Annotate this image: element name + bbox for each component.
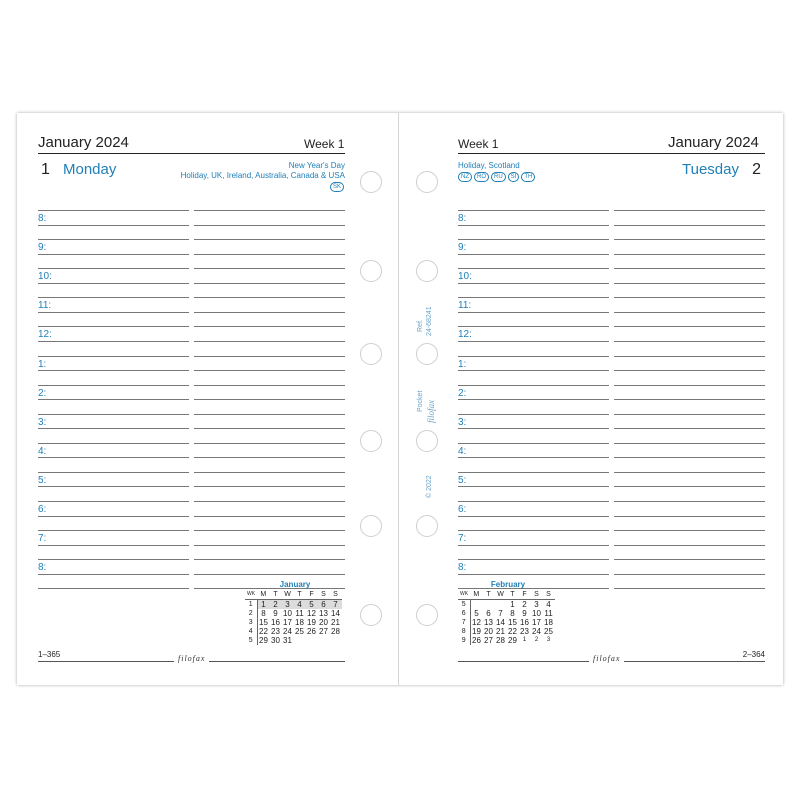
calendar-day[interactable]: 21 — [496, 627, 505, 636]
notes-line[interactable] — [614, 472, 765, 473]
schedule-line[interactable] — [38, 297, 189, 298]
punch-hole — [416, 604, 438, 626]
punch-hole — [416, 171, 438, 193]
notes-line[interactable] — [614, 312, 765, 313]
calendar-day[interactable]: 8 — [510, 609, 515, 618]
holiday-badges — [330, 182, 344, 192]
calendar-week-number: 7 — [458, 618, 470, 627]
notes-line[interactable] — [194, 457, 345, 458]
country-badge: TH — [521, 172, 535, 182]
hour-label: 1: — [38, 358, 47, 370]
calendar-day[interactable]: 27 — [319, 627, 328, 636]
calendar-week-number: 4 — [245, 627, 257, 636]
schedule-line[interactable] — [458, 399, 609, 400]
notes-line[interactable] — [614, 326, 765, 327]
hour-label: 12: — [38, 329, 52, 341]
notes-line[interactable] — [614, 297, 765, 298]
notes-line[interactable] — [194, 428, 345, 429]
schedule-line[interactable] — [458, 414, 609, 415]
schedule-line[interactable] — [38, 326, 189, 327]
ref-label: Ref. — [417, 319, 424, 332]
calendar-week-row — [458, 618, 555, 627]
calendar-day[interactable]: 21 — [331, 618, 340, 627]
notes-line[interactable] — [194, 472, 345, 473]
schedule-line[interactable] — [458, 472, 609, 473]
notes-line[interactable] — [614, 516, 765, 517]
country-badge: NZ — [458, 172, 472, 182]
calendar-week-row — [245, 636, 342, 645]
notes-line[interactable] — [194, 545, 345, 546]
calendar-day[interactable]: 14 — [496, 618, 505, 627]
calendar-week-number: 6 — [458, 609, 470, 618]
calendar-day[interactable]: 23 — [271, 627, 280, 636]
gutter-brand: filofax — [426, 400, 436, 423]
month-title: January 2024 — [668, 134, 759, 151]
holiday-title: New Year's Day — [288, 161, 345, 170]
calendar-weekday-header: S — [318, 590, 330, 600]
calendar-day[interactable]: 22 — [508, 627, 517, 636]
calendar-day[interactable] — [483, 600, 495, 610]
hour-label: 3: — [38, 416, 47, 428]
calendar-day[interactable]: 1 — [522, 637, 527, 643]
punch-hole — [416, 343, 438, 365]
notes-line[interactable] — [614, 283, 765, 284]
schedule-line[interactable] — [38, 370, 189, 371]
header-rule — [458, 153, 765, 154]
notes-line[interactable] — [194, 516, 345, 517]
calendar-week-row — [245, 609, 342, 618]
left-page — [17, 113, 398, 685]
calendar-week-number: 3 — [245, 618, 257, 627]
schedule-line[interactable] — [38, 239, 189, 240]
schedule-line[interactable] — [458, 516, 609, 517]
hour-label: 12: — [458, 329, 472, 341]
notes-line[interactable] — [614, 545, 765, 546]
calendar-weekday-header: S — [330, 590, 342, 600]
calendar-week-number: 9 — [458, 636, 470, 645]
notes-line[interactable] — [614, 225, 765, 226]
day-name: Tuesday — [682, 161, 739, 178]
notes-line[interactable] — [194, 486, 345, 487]
brand-logo: filofax — [589, 654, 624, 663]
calendar-day[interactable] — [495, 600, 507, 610]
schedule-line[interactable] — [38, 443, 189, 444]
holiday-regions: Holiday, UK, Ireland, Australia, Canada & USA — [180, 171, 345, 180]
punch-hole — [416, 515, 438, 537]
calendar-day[interactable]: 18 — [295, 618, 304, 627]
day-number: 2 — [752, 161, 761, 178]
calendar-day[interactable]: 16 — [520, 618, 529, 627]
calendar-day[interactable]: 2 — [522, 600, 527, 609]
calendar-day[interactable]: 26 — [472, 636, 481, 645]
schedule-line[interactable] — [38, 254, 189, 255]
schedule-line[interactable] — [38, 399, 189, 400]
punch-hole — [360, 515, 382, 537]
calendar-day[interactable]: 20 — [319, 618, 328, 627]
calendar-day[interactable]: 17 — [283, 618, 292, 627]
calendar-day[interactable]: 30 — [271, 636, 280, 645]
country-badge: SI — [508, 172, 520, 182]
schedule-line[interactable] — [458, 486, 609, 487]
holiday-title: Holiday, Scotland — [458, 161, 520, 170]
notes-line[interactable] — [194, 326, 345, 327]
calendar-weekday-header: T — [294, 590, 306, 600]
punch-hole — [360, 343, 382, 365]
schedule-line[interactable] — [38, 210, 189, 211]
punch-hole — [360, 171, 382, 193]
mini-calendar-title: January — [279, 580, 311, 589]
schedule-line[interactable] — [458, 501, 609, 502]
schedule-line[interactable] — [458, 268, 609, 269]
calendar-day[interactable]: 13 — [319, 609, 328, 618]
notes-line[interactable] — [194, 297, 345, 298]
calendar-day[interactable]: 19 — [307, 618, 316, 627]
calendar-day[interactable]: 7 — [330, 600, 342, 610]
notes-line[interactable] — [614, 501, 765, 502]
schedule-line[interactable] — [38, 486, 189, 487]
calendar-week-number: 1 — [245, 600, 257, 610]
hour-label: 10: — [458, 271, 472, 283]
schedule-line[interactable] — [38, 312, 189, 313]
calendar-day[interactable]: 8 — [261, 609, 266, 618]
schedule-line[interactable] — [458, 428, 609, 429]
calendar-weekday-header: F — [306, 590, 318, 600]
calendar-weekday-header: M — [257, 590, 270, 600]
mini-calendar — [458, 590, 555, 645]
day-name: Monday — [63, 161, 117, 178]
header-rule — [38, 153, 345, 154]
calendar-week-number: 8 — [458, 627, 470, 636]
hour-label: 11: — [38, 300, 52, 312]
calendar-weekday-header: T — [507, 590, 519, 600]
calendar-day[interactable]: 31 — [283, 636, 292, 645]
schedule-line[interactable] — [38, 283, 189, 284]
notes-line[interactable] — [194, 210, 345, 211]
notes-line[interactable] — [194, 239, 345, 240]
calendar-weekday-header: W — [282, 590, 294, 600]
calendar-day[interactable] — [330, 636, 342, 645]
notes-line[interactable] — [614, 443, 765, 444]
notes-line[interactable] — [614, 414, 765, 415]
schedule-line[interactable] — [458, 559, 609, 560]
month-title: January 2024 — [38, 134, 129, 151]
copyright: © 2022 — [426, 475, 433, 498]
calendar-day[interactable]: 2 — [270, 600, 282, 610]
calendar-day[interactable]: 19 — [472, 627, 481, 636]
calendar-week-number: 2 — [245, 609, 257, 618]
mini-calendar-title: February — [490, 580, 526, 589]
punch-hole — [360, 430, 382, 452]
notes-line[interactable] — [614, 254, 765, 255]
calendar-day[interactable] — [470, 600, 483, 610]
brand-logo: filofax — [174, 654, 209, 663]
notes-line[interactable] — [614, 385, 765, 386]
notes-line[interactable] — [194, 312, 345, 313]
notes-line[interactable] — [194, 399, 345, 400]
calendar-weekday-header: S — [543, 590, 555, 600]
calendar-day[interactable]: 1 — [257, 600, 270, 610]
calendar-day[interactable]: 3 — [282, 600, 294, 610]
calendar-day[interactable]: 3 — [534, 600, 539, 609]
schedule-line[interactable] — [38, 501, 189, 502]
notes-line[interactable] — [614, 428, 765, 429]
mini-calendar — [245, 590, 342, 645]
right-page — [399, 113, 783, 685]
schedule-line[interactable] — [458, 385, 609, 386]
calendar-week-row — [245, 600, 342, 610]
hour-label: 3: — [458, 416, 467, 428]
hour-label: 2: — [38, 387, 47, 399]
calendar-day[interactable]: 16 — [271, 618, 280, 627]
schedule-line[interactable] — [458, 530, 609, 531]
schedule-line[interactable] — [38, 545, 189, 546]
hour-label: 9: — [458, 242, 467, 254]
calendar-day[interactable]: 6 — [318, 600, 330, 610]
calendar-day[interactable]: 10 — [283, 609, 292, 618]
punch-hole — [416, 430, 438, 452]
calendar-day[interactable]: 15 — [508, 618, 517, 627]
calendar-day[interactable]: 13 — [484, 618, 493, 627]
schedule-line[interactable] — [38, 472, 189, 473]
schedule-line[interactable] — [38, 414, 189, 415]
calendar-day[interactable]: 3 — [546, 637, 551, 643]
calendar-week-row — [245, 627, 342, 636]
schedule-line[interactable] — [458, 545, 609, 546]
calendar-day[interactable]: 4 — [546, 600, 551, 609]
notes-line[interactable] — [614, 370, 765, 371]
calendar-day[interactable]: 22 — [259, 627, 268, 636]
notes-line[interactable] — [194, 501, 345, 502]
notes-line[interactable] — [194, 283, 345, 284]
schedule-line[interactable] — [38, 457, 189, 458]
week-label: Week 1 — [458, 137, 499, 151]
hour-label: 2: — [458, 387, 467, 399]
notes-line[interactable] — [614, 486, 765, 487]
notes-line[interactable] — [614, 239, 765, 240]
calendar-day[interactable] — [294, 636, 306, 645]
hour-label: 4: — [38, 445, 47, 457]
schedule-line[interactable] — [458, 341, 609, 342]
calendar-day[interactable]: 28 — [331, 627, 340, 636]
ref-code: 24-68241 — [426, 306, 433, 336]
calendar-weekday-header: F — [519, 590, 531, 600]
page-number: 1–365 — [38, 650, 61, 659]
calendar-day[interactable]: 14 — [331, 609, 340, 618]
hour-label: 6: — [458, 504, 467, 515]
calendar-day[interactable]: 25 — [295, 627, 304, 636]
calendar-week-number: 5 — [458, 600, 470, 610]
calendar-week-header: WK — [245, 590, 257, 600]
schedule-line[interactable] — [458, 297, 609, 298]
size-label: Pocket — [417, 390, 424, 412]
hour-label: 8: — [38, 213, 47, 224]
calendar-weekday-header: T — [270, 590, 282, 600]
hour-label: 8: — [458, 213, 467, 224]
schedule-line[interactable] — [458, 239, 609, 240]
calendar-day[interactable]: 23 — [520, 627, 529, 636]
page-number: 2–364 — [742, 650, 765, 659]
notes-line[interactable] — [614, 356, 765, 357]
country-badge: RO — [474, 172, 489, 182]
week-label: Week 1 — [304, 137, 345, 151]
day-number: 1 — [41, 161, 50, 178]
calendar-day[interactable]: 17 — [532, 618, 541, 627]
calendar-day[interactable]: 29 — [259, 636, 268, 645]
punch-hole — [416, 260, 438, 282]
calendar-day[interactable]: 26 — [307, 627, 316, 636]
notes-line[interactable] — [194, 341, 345, 342]
calendar-day[interactable]: 9 — [522, 609, 527, 618]
calendar-day[interactable]: 5 — [474, 609, 479, 618]
calendar-week-row — [458, 627, 555, 636]
notes-line[interactable] — [614, 588, 765, 589]
notes-line[interactable] — [194, 268, 345, 269]
schedule-line[interactable] — [458, 210, 609, 211]
calendar-day[interactable]: 27 — [484, 636, 493, 645]
calendar-day[interactable]: 4 — [294, 600, 306, 610]
hour-label: 9: — [38, 242, 47, 254]
calendar-day[interactable]: 10 — [532, 609, 541, 618]
schedule-line[interactable] — [458, 283, 609, 284]
schedule-line[interactable] — [38, 516, 189, 517]
punch-hole — [360, 260, 382, 282]
hour-label: 11: — [458, 300, 472, 312]
calendar-day[interactable]: 15 — [259, 618, 268, 627]
calendar-day[interactable] — [318, 636, 330, 645]
schedule-line[interactable] — [458, 457, 609, 458]
notes-line[interactable] — [614, 530, 765, 531]
calendar-week-number: 5 — [245, 636, 257, 645]
schedule-line[interactable] — [38, 225, 189, 226]
calendar-weekday-header: W — [495, 590, 507, 600]
calendar-weekday-header: S — [531, 590, 543, 600]
hour-label: 6: — [38, 504, 47, 515]
schedule-line[interactable] — [458, 574, 609, 575]
notes-line[interactable] — [194, 385, 345, 386]
schedule-line[interactable] — [38, 356, 189, 357]
notes-line[interactable] — [194, 443, 345, 444]
hour-label: 5: — [458, 474, 467, 486]
hour-label: 4: — [458, 445, 467, 457]
calendar-day[interactable]: 25 — [544, 627, 553, 636]
hour-label: 5: — [38, 474, 47, 486]
calendar-week-row — [458, 636, 555, 645]
hour-label: 10: — [38, 271, 52, 283]
calendar-day[interactable]: 24 — [532, 627, 541, 636]
notes-line[interactable] — [614, 559, 765, 560]
calendar-day[interactable] — [306, 636, 318, 645]
notes-line[interactable] — [194, 530, 345, 531]
calendar-week-row — [245, 618, 342, 627]
calendar-week-row — [458, 600, 555, 610]
notes-line[interactable] — [614, 341, 765, 342]
hour-label: 1: — [458, 358, 467, 370]
hour-label: 8: — [38, 562, 47, 574]
calendar-day[interactable]: 9 — [273, 609, 278, 618]
calendar-week-header: WK — [458, 590, 470, 600]
country-badge: SK — [330, 182, 344, 192]
calendar-day[interactable]: 11 — [295, 609, 304, 618]
calendar-day[interactable]: 2 — [534, 637, 539, 643]
schedule-line[interactable] — [458, 326, 609, 327]
schedule-line[interactable] — [458, 225, 609, 226]
notes-line[interactable] — [194, 254, 345, 255]
notes-line[interactable] — [194, 356, 345, 357]
calendar-weekday-header: T — [483, 590, 495, 600]
schedule-line[interactable] — [38, 559, 189, 560]
holiday-badges — [458, 172, 535, 182]
notes-line[interactable] — [614, 457, 765, 458]
calendar-day[interactable]: 11 — [544, 609, 553, 618]
calendar-day[interactable]: 18 — [544, 618, 553, 627]
notes-line[interactable] — [614, 574, 765, 575]
hour-label: 7: — [458, 533, 467, 545]
punch-hole — [360, 604, 382, 626]
calendar-day[interactable]: 20 — [484, 627, 493, 636]
schedule-line[interactable] — [458, 254, 609, 255]
schedule-line[interactable] — [38, 268, 189, 269]
schedule-line[interactable] — [38, 530, 189, 531]
notes-line[interactable] — [194, 574, 345, 575]
schedule-line[interactable] — [458, 312, 609, 313]
country-badge: RU — [491, 172, 506, 182]
calendar-week-row — [458, 609, 555, 618]
notes-line[interactable] — [194, 225, 345, 226]
notes-line[interactable] — [614, 268, 765, 269]
notes-line[interactable] — [614, 399, 765, 400]
schedule-line[interactable] — [38, 385, 189, 386]
schedule-line[interactable] — [458, 356, 609, 357]
notes-line[interactable] — [194, 414, 345, 415]
notes-line[interactable] — [194, 559, 345, 560]
notes-line[interactable] — [194, 370, 345, 371]
notes-line[interactable] — [614, 210, 765, 211]
calendar-day[interactable]: 6 — [486, 609, 491, 618]
calendar-day[interactable]: 24 — [283, 627, 292, 636]
calendar-day[interactable]: 5 — [306, 600, 318, 610]
schedule-line[interactable] — [38, 574, 189, 575]
hour-label: 7: — [38, 533, 47, 545]
hour-label: 8: — [458, 562, 467, 574]
schedule-line[interactable] — [458, 443, 609, 444]
schedule-line[interactable] — [458, 370, 609, 371]
calendar-day[interactable]: 29 — [508, 636, 517, 645]
calendar-day[interactable]: 12 — [307, 609, 316, 618]
calendar-day[interactable]: 28 — [496, 636, 505, 645]
schedule-line[interactable] — [38, 341, 189, 342]
calendar-day[interactable]: 12 — [472, 618, 481, 627]
calendar-day[interactable]: 7 — [498, 609, 503, 618]
schedule-line[interactable] — [38, 588, 189, 589]
calendar-day[interactable]: 1 — [510, 600, 515, 609]
schedule-line[interactable] — [38, 428, 189, 429]
calendar-weekday-header: M — [470, 590, 483, 600]
